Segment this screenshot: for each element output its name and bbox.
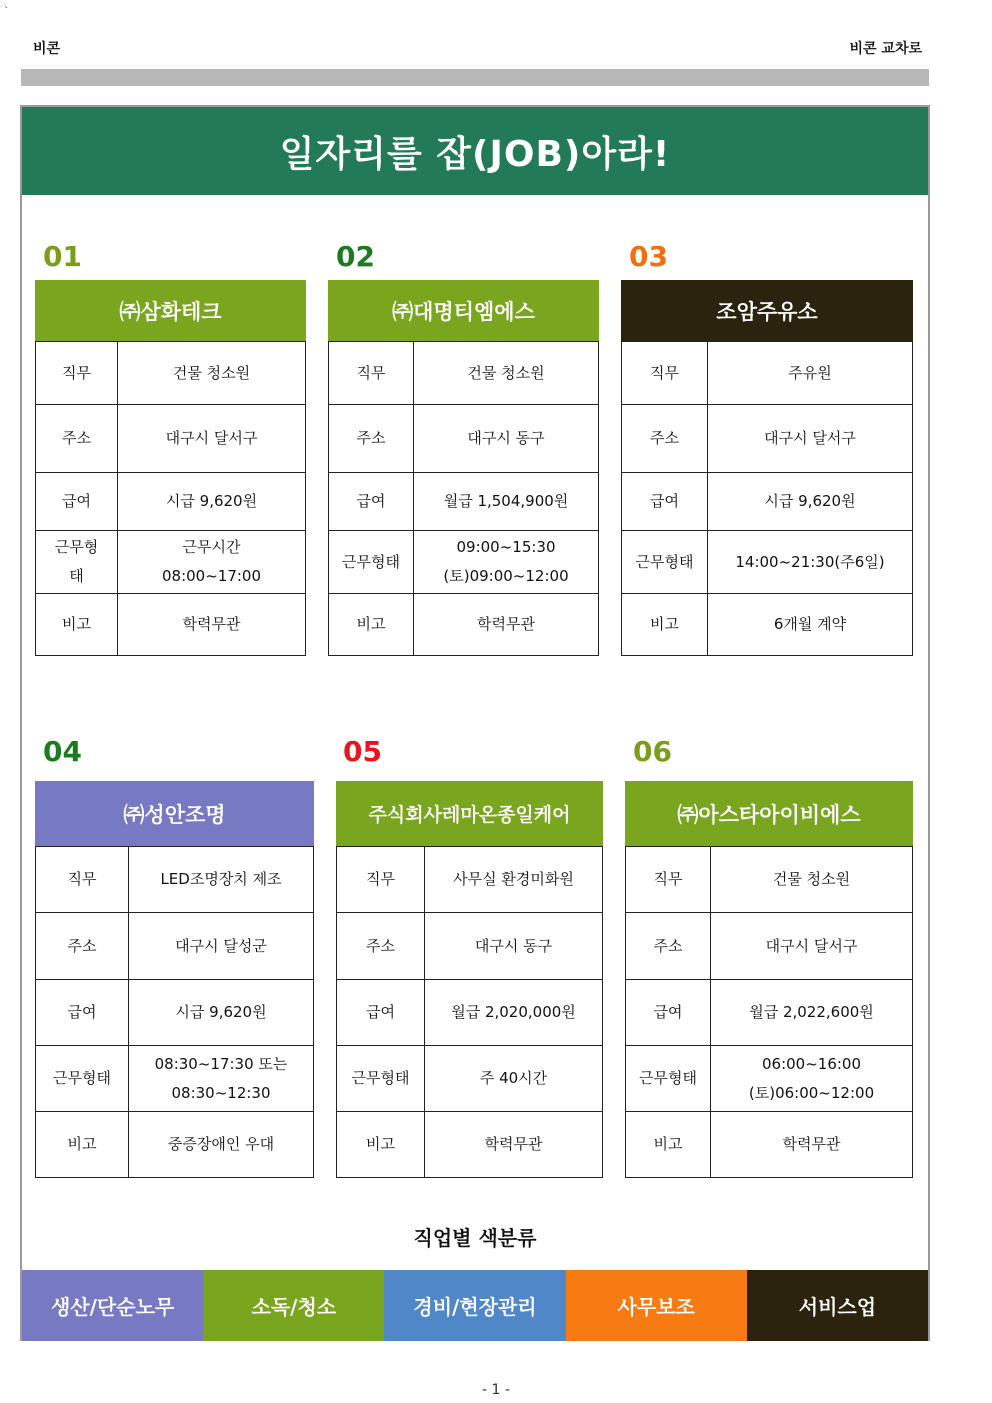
role-value: LED조명장치 제조: [129, 847, 314, 913]
job-number: 05: [343, 735, 382, 768]
job-number: 01: [43, 240, 82, 273]
work-value: [414, 531, 599, 594]
note-label: 비고: [622, 594, 708, 656]
note-value: 6개월 계약: [708, 594, 913, 656]
header-left: 비콘: [33, 41, 61, 57]
work-line-1: 14:00~21:30(주6일): [735, 552, 885, 571]
pay-label: 급여: [626, 980, 711, 1046]
address-label: 주소: [626, 913, 711, 980]
job-card: [328, 280, 599, 656]
work-line-2: 08:30~12:30: [171, 1083, 271, 1102]
pay-value: 시급 9,620원: [129, 980, 314, 1046]
job-number: 02: [336, 240, 375, 273]
role-label: 직무: [626, 847, 711, 913]
pay-label: 급여: [36, 980, 129, 1046]
role-label: 직무: [337, 847, 425, 913]
pay-value: 월급 2,022,600원: [711, 980, 913, 1046]
job-card: [35, 781, 314, 1178]
work-label: 근무형태: [36, 1046, 129, 1112]
pay-value: 월급 2,020,000원: [425, 980, 603, 1046]
company-name: ㈜아스타아이비에스: [625, 781, 913, 846]
work-label: 근무형태: [329, 531, 414, 594]
work-value: [129, 1046, 314, 1112]
work-value: [118, 531, 306, 594]
address-value: 대구시 달성군: [129, 913, 314, 980]
color-legend: [22, 1270, 928, 1341]
role-label: 직무: [329, 342, 414, 405]
role-value: 건물 청소원: [711, 847, 913, 913]
address-label: 주소: [622, 405, 708, 473]
job-number: 04: [43, 735, 82, 768]
legend-item-cleaning: 소독/청소: [203, 1270, 384, 1341]
address-value: 대구시 동구: [425, 913, 603, 980]
role-value: 건물 청소원: [118, 342, 306, 405]
company-name: 주식회사레마온종일케어: [336, 781, 603, 846]
note-label: 비고: [36, 1112, 129, 1178]
note-value: 학력무관: [425, 1112, 603, 1178]
job-card: [336, 781, 603, 1178]
pay-value: 월급 1,504,900원: [414, 473, 599, 531]
role-label: 직무: [622, 342, 708, 405]
work-label: 근무형태: [622, 531, 708, 594]
address-value: 대구시 달서구: [118, 405, 306, 473]
job-number: 06: [633, 735, 672, 768]
note-value: 학력무관: [414, 594, 599, 656]
company-name: 조암주유소: [621, 280, 913, 341]
work-line-1: 09:00~15:30: [456, 538, 556, 556]
work-line-1: 근무시간: [182, 538, 241, 556]
address-label: 주소: [329, 405, 414, 473]
company-name: ㈜삼화테크: [35, 280, 306, 341]
job-table: [328, 341, 599, 656]
work-value: [708, 531, 913, 594]
company-name: ㈜대명티엠에스: [328, 280, 599, 341]
work-line-1: 주 40시간: [479, 1069, 548, 1087]
note-label: 비고: [36, 594, 118, 656]
pay-label: 급여: [36, 473, 118, 531]
header-divider: [21, 69, 929, 86]
role-label: 직무: [36, 342, 118, 405]
work-label: 근무형태: [626, 1046, 711, 1112]
work-value: [425, 1046, 603, 1112]
address-label: 주소: [36, 913, 129, 980]
legend-item-production: 생산/단순노무: [22, 1270, 203, 1341]
role-value: 사무실 환경미화원: [425, 847, 603, 913]
legend-item-security: 경비/현장관리: [384, 1270, 565, 1341]
work-value: [711, 1046, 913, 1112]
pay-value: 시급 9,620원: [708, 473, 913, 531]
address-value: 대구시 동구: [414, 405, 599, 473]
job-card: [621, 280, 913, 656]
legend-item-office: 사무보조: [566, 1270, 747, 1341]
address-value: 대구시 달서구: [708, 405, 913, 473]
work-line-1: 08:30~17:30 또는: [154, 1054, 288, 1073]
work-line-2: 08:00~17:00: [161, 567, 262, 585]
role-label: 직무: [36, 847, 129, 913]
company-name: ㈜성안조명: [35, 781, 314, 846]
job-card: [625, 781, 913, 1178]
work-line-2: (토)06:00~12:00: [748, 1083, 875, 1102]
work-label: 근무형태: [337, 1046, 425, 1112]
note-label: 비고: [626, 1112, 711, 1178]
job-table: [35, 341, 306, 656]
address-label: 주소: [337, 913, 425, 980]
pay-value: 시급 9,620원: [118, 473, 306, 531]
note-value: 학력무관: [711, 1112, 913, 1178]
work-line-1: 06:00~16:00: [761, 1054, 862, 1073]
work-line-2: (토)09:00~12:00: [443, 567, 569, 585]
page-title: 일자리를 잡(JOB)아라!: [22, 107, 928, 195]
job-table: [621, 341, 913, 656]
stray-mark: `: [4, 6, 9, 17]
address-value: 대구시 달서구: [711, 913, 913, 980]
note-value: 중증장애인 우대: [129, 1112, 314, 1178]
role-value: 주유원: [708, 342, 913, 405]
pay-label: 급여: [329, 473, 414, 531]
address-label: 주소: [36, 405, 118, 473]
job-table: [625, 846, 913, 1178]
role-value: 건물 청소원: [414, 342, 599, 405]
note-value: 학력무관: [118, 594, 306, 656]
job-table: [35, 846, 314, 1178]
note-label: 비고: [329, 594, 414, 656]
page-number: - 1 -: [482, 1382, 510, 1398]
job-table: [336, 846, 603, 1178]
job-card: [35, 280, 306, 656]
work-label: 근무형 태: [36, 531, 118, 594]
legend-title: 직업별 색분류: [413, 1226, 537, 1250]
pay-label: 급여: [622, 473, 708, 531]
note-label: 비고: [337, 1112, 425, 1178]
job-number: 03: [629, 240, 668, 273]
legend-item-service: 서비스업: [747, 1270, 928, 1341]
header-right: 비콘 교차로: [849, 41, 922, 57]
pay-label: 급여: [337, 980, 425, 1046]
